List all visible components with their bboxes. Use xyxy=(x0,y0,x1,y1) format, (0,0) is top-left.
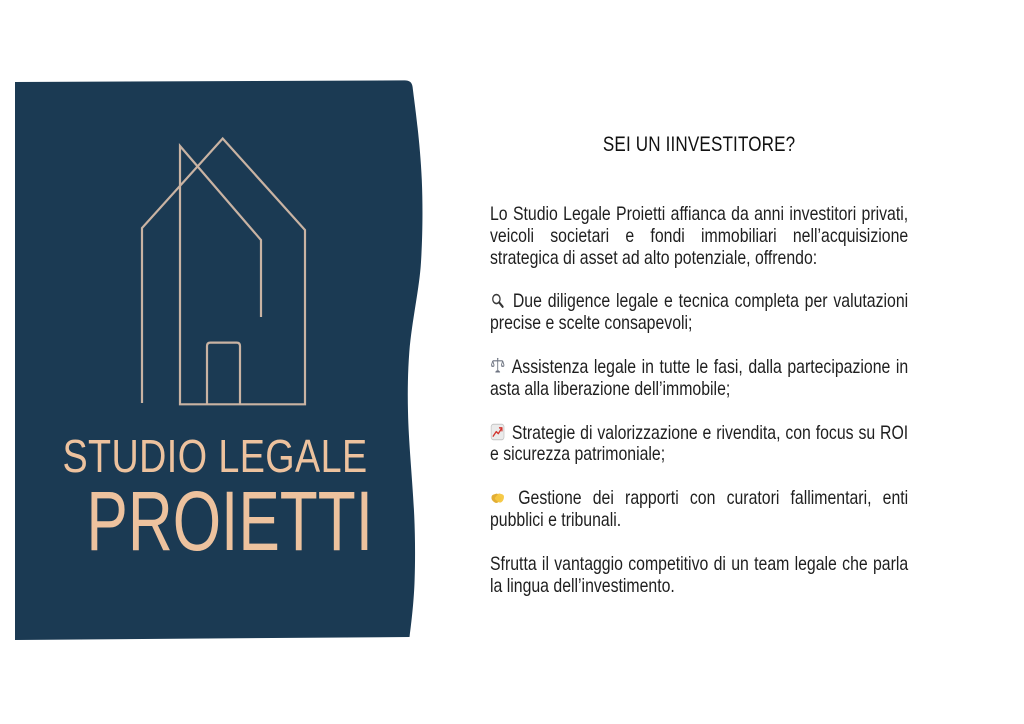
bullet-gestione-rapporti xyxy=(490,488,908,532)
section-heading: SEI UN IINVESTITORE? xyxy=(602,133,796,156)
content-column xyxy=(490,134,908,597)
bullet-strategie-text: Strategie di valorizzazione e rivendita, con focus su ROI e sicurezza patrimoniale; xyxy=(490,421,909,466)
intro-paragraph: Lo Studio Legale Proietti affianca da anni investitori privati, veicoli societari e fondi immobiliari nell’acquisizione strategica di asset ad alto potenziale, offrendo: xyxy=(490,203,909,269)
bullet-strategie xyxy=(490,423,908,467)
brand-name-line1 xyxy=(15,430,415,482)
bullet-due-diligence-text: Due diligence legale e tecnica completa per valutazioni precise e scelte consapevoli; xyxy=(490,290,909,335)
handshake-icon xyxy=(490,489,505,507)
bullet-gestione-rapporti-text: Gestione dei rapporti con curatori fallimentari, enti pubblici e tribunali. xyxy=(490,487,909,531)
brand-name-line2-text: PROIETTI xyxy=(86,474,374,568)
closing-paragraph: Sfrutta il vantaggio competitivo di un team legale che parla la lingua dell’investimento. xyxy=(490,552,909,597)
brand-name-line1-text: STUDIO LEGALE xyxy=(62,430,368,482)
bullet-due-diligence xyxy=(490,291,908,335)
bullet-assistenza-legale xyxy=(490,357,908,401)
chart-increasing-icon xyxy=(490,423,505,441)
brand-name-line2 xyxy=(30,474,430,568)
scales-icon xyxy=(490,357,505,375)
magnifier-icon xyxy=(490,292,505,310)
bullet-assistenza-legale-text: Assistenza legale in tutte le fasi, dalla partecipazione in asta alla liberazione dell’immobile; xyxy=(490,355,909,400)
